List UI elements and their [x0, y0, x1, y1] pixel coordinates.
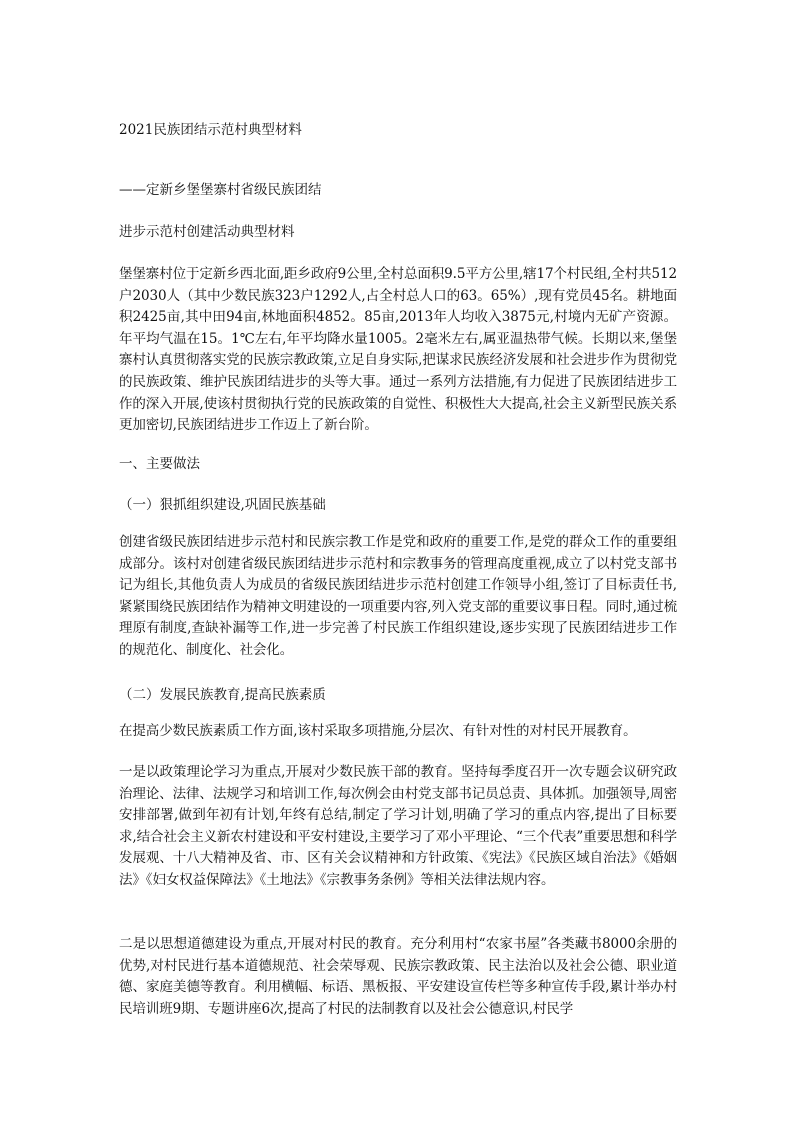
moral-education-paragraph: 二是以思想道德建设为重点,开展对村民的教育。充分利用村“农家书屋”各类藏书8000余册的优势,对村民进行基本道德规范、社会荣辱观、民族宗教政策、民主法治以及社会公德、职业道德、家庭美德等教育。利用横幅、标语、黑板报、平安建设宣传栏等多种宣传手段,累计举办村民培训班9期、专题讲座6次,提高了村民的法制教育以及社会公德意识,村民学 — [119, 936, 677, 1017]
section-heading-main-practices: 一、主要做法 — [119, 456, 200, 472]
organization-paragraph: 创建省级民族团结进步示范村和民族宗教工作是党和政府的重要工作,是党的群众工作的重要组成部分。该村对创建省级民族团结进步示范村和宗教事务的管理高度重视,成立了以村党支部书记为组长,其他负责人为成员的省级民族团结进步示范村创建工作领导小组,签订了目标责任书,紧紧围绕民族团结作为精神文明建设的一项重要内容,列入党支部的重要议事日程。同时,通过梳理原有制度,查缺补漏等工作,进一步完善了村民族工作组织建设,逐步实现了民族团结进步工作的规范化、制度化、社会化。 — [119, 534, 677, 658]
subtitle-line-1: ——定新乡堡堡寨村省级民族团结 — [119, 182, 322, 198]
subsection-heading-education: （二）发展民族教育,提高民族素质 — [119, 687, 326, 703]
subsection-heading-organization: （一）狠抓组织建设,巩固民族基础 — [119, 497, 326, 513]
intro-paragraph: 堡堡寨村位于定新乡西北面,距乡政府9公里,全村总面积9.5平方公里,辖17个村民组,全村共512户2030人（其中少数民族323户1292人,占全村总人口的63。65%）,现有党员45名。耕地面积2425亩,其中田94亩,林地面积4852。85亩,2013年人均收入3875元,村境内无矿产资源。年平均气温在15。1℃左右,年平均降水量1005。2毫米左右,属亚温热带气候。长期以来,堡堡寨村认真贯彻落实党的民族宗教政策,立足自身实际,把谋求民族经济发展和社会进步作为贯彻党的民族政策、维护民族团结进步的头等大事。通过一系列方法措施,有力促进了民族团结进步工作的深入开展,使该村贯彻执行党的民族政策的自觉性、积极性大大提高,社会主义新型民族关系更加密切,民族团结进步工作迈上了新台阶。 — [119, 266, 677, 434]
education-intro-paragraph: 在提高少数民族素质工作方面,该村采取多项措施,分层次、有针对性的对村民开展教育。 — [119, 723, 637, 739]
document-title: 2021民族团结示范村典型材料 — [119, 122, 302, 138]
policy-study-paragraph: 一是以政策理论学习为重点,开展对少数民族干部的教育。坚持每季度召开一次专题会议研究政治理论、法律、法规学习和培训工作,每次例会由村党支部书记员总责、具体抓。加强领导,周密安排部署,做到年初有计划,年终有总结,制定了学习计划,明确了学习的重点内容,提出了目标要求,结合社会主义新农村建设和平安村建设,主要学习了邓小平理论、“三个代表”重要思想和科学发展观、十八大精神及省、市、区有关会议精神和方针政策、《宪法》《民族区域自治法》《婚姻法》《妇女权益保障法》《土地法》《宗教事务条例》等相关法律法规内容。 — [119, 764, 677, 888]
subtitle-line-2: 进步示范村创建活动典型材料 — [119, 224, 295, 240]
